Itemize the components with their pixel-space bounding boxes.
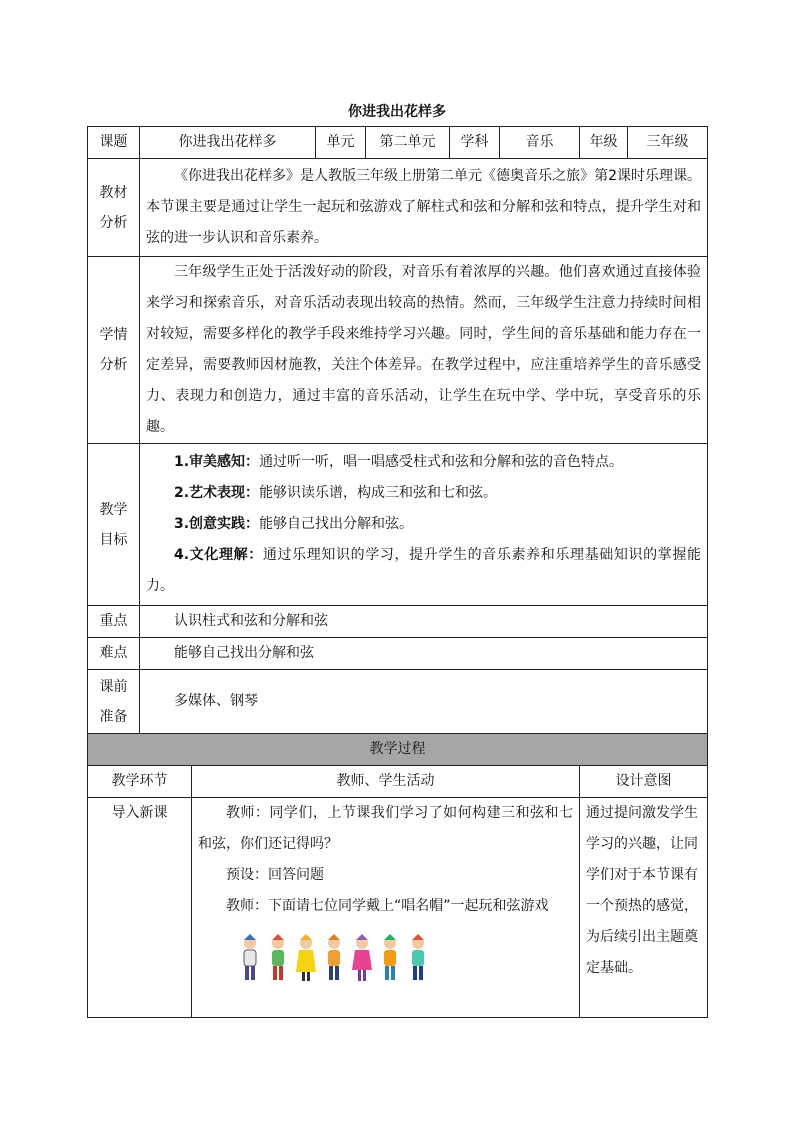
activity-cell: [192, 798, 580, 1018]
goal-item-3: [146, 509, 701, 540]
header-row: [88, 127, 708, 159]
goals-label-line1: 教学: [99, 501, 128, 518]
col-intent-header: 设计意图: [580, 766, 708, 798]
difficulty-content: [140, 638, 708, 670]
child-figure-icon: [294, 934, 318, 984]
key-point-content: [140, 606, 708, 638]
grade-value: 三年级: [628, 127, 708, 159]
difficulty-label: 难点: [88, 638, 140, 670]
goals-label-line2: 目标: [99, 531, 128, 548]
goal-item-4: [146, 540, 701, 602]
child-figure-icon: [238, 934, 262, 984]
course-label: 课题: [88, 127, 140, 159]
prep-label-line1: 课前: [99, 678, 128, 695]
intent-text: 通过提问激发学生学习的兴趣，让同学们对于本节课有一个预热的感觉，为后续引出主题奠定基础。: [586, 805, 698, 976]
process-columns-row: [88, 766, 708, 798]
goal-text-1: 通过听一听，唱一唱感受柱式和弦和分解和弦的音色特点。: [259, 454, 624, 470]
key-point-label: 重点: [88, 606, 140, 638]
prep-text: 多媒体、钢琴: [174, 693, 258, 709]
material-text: 《你进我出花样多》是人教版三年级上册第二单元《德奥音乐之旅》第2课时乐理课。本节课主要是通过让学生一起玩和弦游戏了解柱式和弦和分解和弦和特点，提升学生对和弦的进一步认识和音乐素养。: [146, 168, 701, 246]
material-label: [88, 159, 140, 257]
unit-label: 单元: [316, 127, 366, 159]
learner-label-line1: 学情: [99, 327, 128, 343]
goal-item-2: [146, 478, 701, 509]
goals-row: [88, 444, 708, 606]
child-figure-icon: [406, 934, 430, 984]
prep-row: [88, 670, 708, 734]
goal-key-4: 4.文化理解：: [174, 547, 263, 563]
grade-label: 年级: [580, 127, 628, 159]
child-figure-icon: [322, 934, 346, 984]
key-point-text: 认识柱式和弦和分解和弦: [174, 613, 328, 629]
learner-text: 三年级学生正处于活泼好动的阶段，对音乐有着浓厚的兴趣。他们喜欢通过直接体验来学习和探索音乐，对音乐活动表现出较高的热情。然而，三年级学生注意力持续时间相对较短，需要多样化的教学手段来维持学习兴趣。同时，学生间的音乐基础和能力存在一定差异，需要教师因材施教，关注个体差异。在教学过程中，应注重培养学生的音乐感受力、表现力和创造力，通过丰富的音乐活动，让学生在玩中学、学中玩，享受音乐的乐趣。: [146, 264, 701, 435]
col-activity-header: 教师、学生活动: [192, 766, 580, 798]
subject-value: 音乐: [500, 127, 580, 159]
prep-label-line2: 准备: [99, 708, 128, 725]
goal-key-1: 1.审美感知：: [174, 454, 260, 470]
prep-label: [88, 670, 140, 734]
col-stage-header: 教学环节: [88, 766, 192, 798]
document-title: 你进我出花样多: [348, 104, 446, 120]
children-illustration: [238, 934, 573, 984]
goal-text-3: 能够自己找出分解和弦。: [259, 516, 414, 532]
process-row-intro: [88, 798, 708, 1018]
prep-content: [140, 670, 708, 734]
goal-item-1: [146, 447, 701, 478]
activity-line-3: 教师：下面请七位同学戴上“唱名帽”一起玩和弦游戏: [226, 898, 549, 914]
difficulty-text: 能够自己找出分解和弦: [174, 645, 314, 661]
child-figure-icon: [266, 934, 290, 984]
lesson-plan-table: [87, 126, 708, 1018]
process-header: 教学过程: [88, 734, 708, 766]
difficulty-row: [88, 638, 708, 670]
goals-label: [88, 444, 140, 606]
goal-text-4: 通过乐理知识的学习，提升学生的音乐素养和乐理基础知识的掌握能力。: [146, 547, 702, 594]
learner-content: [140, 257, 708, 444]
goals-content: [140, 444, 708, 606]
material-content: [140, 159, 708, 257]
process-header-row: [88, 734, 708, 766]
child-figure-icon: [378, 934, 402, 984]
course-value: 你进我出花样多: [140, 127, 316, 159]
stage-cell: 导入新课: [88, 798, 192, 1018]
activity-line-1: 教师：同学们，上节课我们学习了如何构建三和弦和七和弦，你们还记得吗？: [198, 805, 573, 852]
material-row: [88, 159, 708, 257]
child-figure-icon: [350, 934, 374, 984]
unit-value: 第二单元: [366, 127, 450, 159]
goal-key-3: 3.创意实践：: [174, 516, 260, 532]
learner-row: [88, 257, 708, 444]
subject-label: 学科: [450, 127, 500, 159]
goal-key-2: 2.艺术表现：: [174, 485, 260, 501]
learner-label: [88, 257, 140, 444]
goal-text-2: 能够识读乐谱，构成三和弦和七和弦。: [259, 485, 498, 501]
material-label-line2: 分析: [99, 214, 128, 231]
activity-line-2: 预设：回答问题: [226, 867, 324, 883]
intent-cell: [580, 798, 708, 1018]
material-label-line1: 教材: [99, 184, 128, 201]
learner-label-line2: 分析: [99, 357, 128, 373]
key-point-row: [88, 606, 708, 638]
